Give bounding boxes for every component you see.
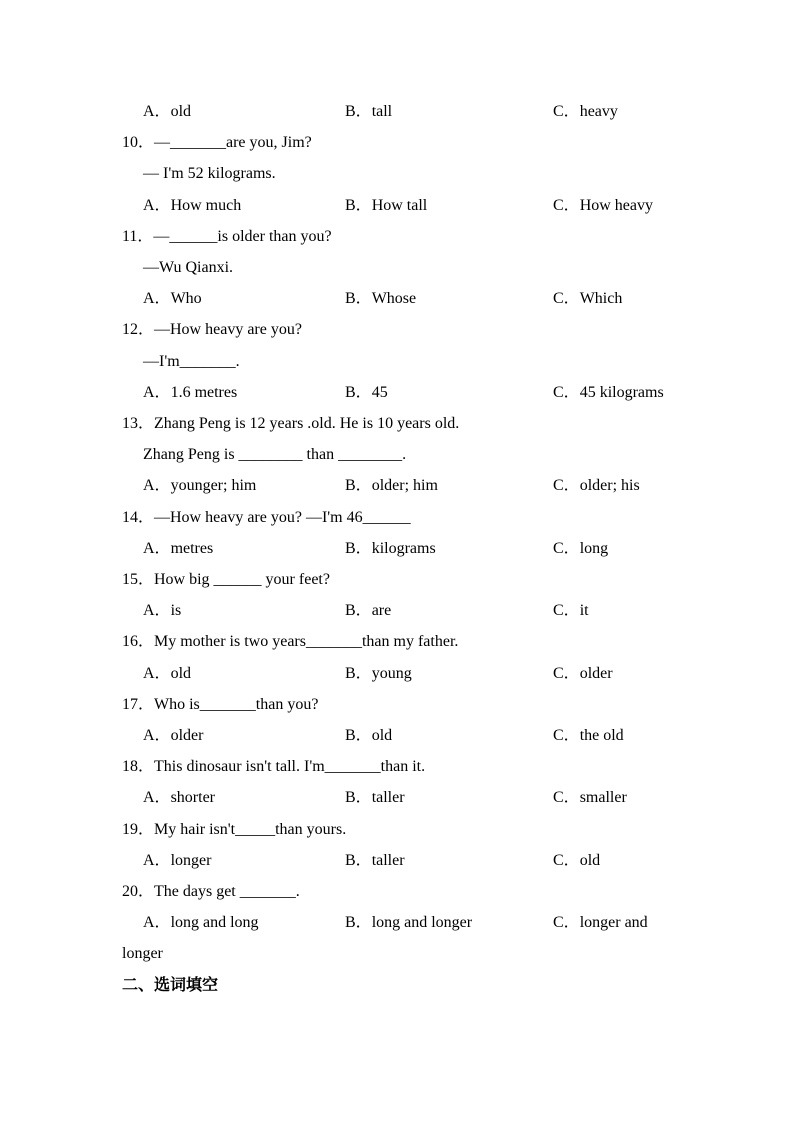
option-b [345, 470, 553, 501]
question-stem-line: —I'm_______. [143, 352, 240, 370]
option-c [553, 470, 763, 501]
option-a [143, 720, 345, 751]
option-label: B． [345, 477, 372, 495]
option-label: C． [553, 383, 580, 401]
question-block [122, 814, 763, 876]
option-label: C． [553, 851, 580, 869]
option-label: A． [143, 914, 171, 932]
questions-list [122, 96, 763, 970]
option-label: C． [553, 664, 580, 682]
option-b [345, 190, 553, 221]
question-block [122, 751, 763, 813]
option-text: Which [579, 290, 623, 308]
option-label: B． [345, 196, 372, 214]
option-label: B． [345, 664, 372, 682]
option-a [143, 845, 345, 876]
option-label: C． [553, 290, 580, 308]
option-label: C． [553, 103, 580, 120]
question-block [122, 314, 763, 408]
option-c [553, 782, 763, 813]
options-row [122, 377, 763, 408]
option-b [345, 907, 553, 938]
option-a [143, 533, 345, 564]
option-text: heavy [579, 103, 618, 120]
option-label: B． [345, 539, 372, 557]
options-row [122, 533, 763, 564]
option-label: C． [553, 196, 580, 214]
option-c [553, 595, 763, 626]
option-a [143, 595, 345, 626]
question-stem-line: 20．The days get _______. [122, 883, 300, 901]
options-row [122, 658, 763, 689]
option-text: 45 [371, 383, 388, 401]
option-label: B． [345, 851, 372, 869]
option-a [143, 907, 345, 938]
option-a [143, 658, 345, 689]
option-c [553, 533, 763, 564]
options-row [122, 470, 763, 501]
question-block [122, 127, 763, 221]
option-text: metres [170, 539, 214, 557]
option-text: taller [371, 789, 405, 807]
option-label: B． [345, 602, 372, 620]
option-text: the old [579, 727, 624, 745]
question-stem-line: 15．How big ______ your feet? [122, 571, 330, 589]
option-b [345, 658, 553, 689]
option-label: A． [143, 602, 171, 620]
option-text: How much [170, 196, 242, 214]
option-c [553, 190, 763, 221]
question-block [122, 876, 763, 970]
option-label: B． [345, 914, 372, 932]
question-block [122, 564, 763, 626]
option-text: shorter [170, 789, 215, 807]
option-b [345, 595, 553, 626]
option-label: C． [553, 602, 580, 620]
options-row [122, 283, 763, 314]
question-stem-line: 16．My mother is two years_______than my father. [122, 633, 459, 651]
question-stem-line: 14．—How heavy are you? —I'm 46______ [122, 508, 411, 526]
option-text: older [579, 664, 613, 682]
option-text: old [371, 727, 393, 745]
options-row [122, 190, 763, 221]
option-b [345, 377, 553, 408]
option-c [553, 907, 763, 938]
question-block [122, 221, 763, 315]
option-text: older [170, 727, 204, 745]
option-a [143, 96, 345, 127]
option-label: A． [143, 103, 171, 120]
question-stem-line: 13．Zhang Peng is 12 years .old. He is 10 years old. [122, 415, 460, 433]
option-label: C． [553, 477, 580, 495]
option-label: A． [143, 196, 171, 214]
option-label: A． [143, 727, 171, 745]
option-text: How tall [371, 196, 428, 214]
option-text: 1.6 metres [170, 383, 238, 401]
option-a [143, 190, 345, 221]
option-text: tall [371, 103, 393, 120]
options-row [122, 720, 763, 751]
question-stem-line: 11．—______is older than you? [122, 227, 332, 245]
option-c [553, 658, 763, 689]
option-a [143, 470, 345, 501]
option-label: A． [143, 383, 171, 401]
option-b [345, 720, 553, 751]
question-block [122, 408, 763, 502]
option-text: young [371, 664, 412, 682]
option-text: How heavy [579, 196, 653, 214]
option-label: A． [143, 290, 171, 308]
option-label: A． [143, 851, 171, 869]
question-stem-line: Zhang Peng is ________ than ________. [143, 446, 407, 464]
option-text: long and long [170, 914, 259, 932]
question-stem-line: —Wu Qianxi. [143, 259, 234, 277]
question-stem-line: 19．My hair isn't_____than yours. [122, 820, 347, 838]
option-label: A． [143, 477, 171, 495]
option-a [143, 782, 345, 813]
option-label: C． [553, 539, 580, 557]
option-text: Who [170, 290, 202, 308]
question-stem-line: 12．—How heavy are you? [122, 321, 302, 339]
option-text: are [371, 602, 392, 620]
option-c [553, 845, 763, 876]
option-b [345, 283, 553, 314]
option-label: C． [553, 727, 580, 745]
option-text: older; his [579, 477, 640, 495]
option-continuation-line: longer [122, 945, 163, 963]
question-stem-line: — I'm 52 kilograms. [143, 165, 276, 183]
option-text: taller [371, 851, 405, 869]
options-row [122, 96, 763, 127]
option-label: B． [345, 727, 372, 745]
question-block [122, 96, 763, 127]
section-heading: 二、选词填空 [122, 976, 219, 994]
option-a [143, 283, 345, 314]
option-text: old [579, 851, 601, 869]
option-text: is [170, 602, 182, 620]
question-stem-line: 17．Who is_______than you? [122, 695, 319, 713]
option-label: B． [345, 290, 372, 308]
option-c [553, 96, 763, 127]
question-block [122, 626, 763, 688]
option-text: longer and [579, 914, 648, 932]
option-b [345, 782, 553, 813]
option-text: older; him [371, 477, 438, 495]
question-stem-line: 10．—_______are you, Jim? [122, 134, 312, 152]
option-label: A． [143, 664, 171, 682]
option-text: kilograms [371, 539, 436, 557]
option-text: smaller [579, 789, 627, 807]
option-label: B． [345, 383, 372, 401]
option-label: B． [345, 789, 372, 807]
options-row [122, 595, 763, 626]
option-label: B． [345, 103, 372, 120]
option-label: C． [553, 914, 580, 932]
option-text: long [579, 539, 609, 557]
question-block [122, 689, 763, 751]
option-label: A． [143, 789, 171, 807]
option-text: longer [170, 851, 212, 869]
option-text: old [170, 664, 192, 682]
option-text: it [579, 602, 589, 620]
option-text: Whose [371, 290, 417, 308]
question-stem-line: 18．This dinosaur isn't tall. I'm_______than it. [122, 758, 426, 776]
options-row [122, 845, 763, 876]
option-b [345, 845, 553, 876]
options-row [122, 782, 763, 813]
option-label: C． [553, 789, 580, 807]
option-a [143, 377, 345, 408]
option-c [553, 283, 763, 314]
options-row [122, 907, 763, 938]
option-b [345, 533, 553, 564]
option-text: younger; him [170, 477, 257, 495]
option-c [553, 377, 763, 408]
option-text: long and longer [371, 914, 473, 932]
question-block [122, 502, 763, 564]
option-c [553, 720, 763, 751]
option-text: 45 kilograms [579, 383, 664, 401]
option-b [345, 96, 553, 127]
option-label: A． [143, 539, 171, 557]
option-text: old [170, 103, 192, 120]
